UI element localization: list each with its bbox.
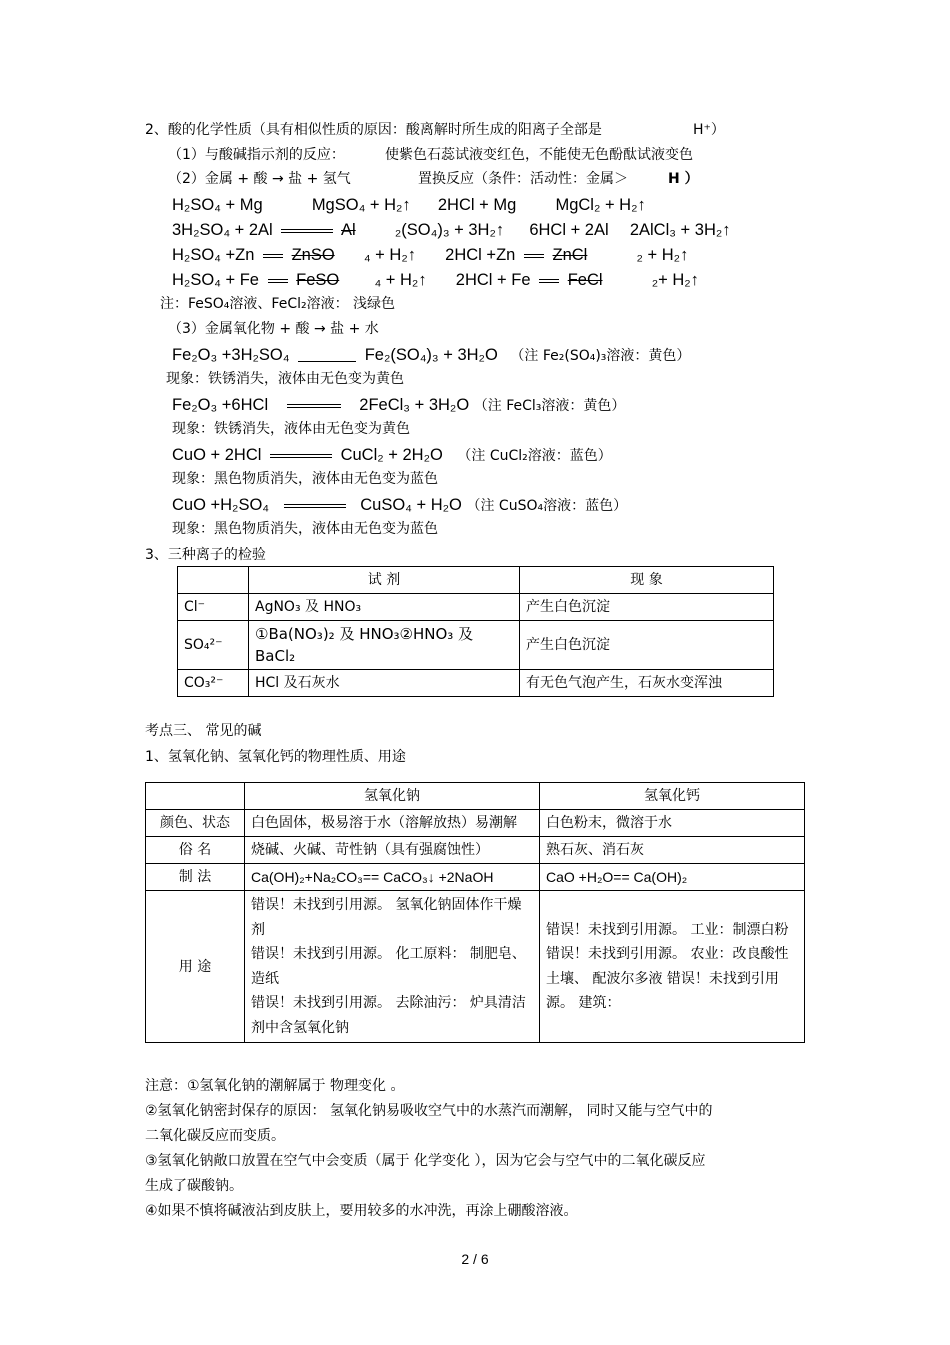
reagent-cell: ①Ba(NO₃)₂ 及 HNO₃②HNO₃ 及 BaCl₂ xyxy=(249,621,520,670)
note-line: 二氧化碳反应而变质。 xyxy=(145,1128,285,1144)
eq-struck-2: ZnCl xyxy=(552,246,588,264)
oxide-equation xyxy=(172,495,627,516)
table-header-row xyxy=(178,567,774,594)
table-header: 试 剂 xyxy=(249,567,520,594)
oxide-note: （注 CuCl₂溶液：蓝色） xyxy=(457,448,612,464)
double-arrow xyxy=(263,254,283,258)
phenomenon: 现象：黑色物质消失，液体由无色变为蓝色 xyxy=(172,521,438,537)
table-header xyxy=(178,567,249,594)
equation-row xyxy=(172,195,646,215)
oxide-reactants: CuO +H₂SO₄ xyxy=(172,496,270,514)
naoh-cell: Ca(OH)₂+Na₂CO₃== CaCO₃↓ +2NaOH xyxy=(245,864,540,891)
ion-cell: CO₃²⁻ xyxy=(178,670,249,697)
eq-left-2: 2HCl + Fe xyxy=(455,271,531,289)
caoh2-cell: CaO +H₂O== Ca(OH)₂ xyxy=(540,864,805,891)
note-line: ③氢氧化钠敞口放置在空气中会变质（属于 化学变化 ），因为它会与空气中的二氧化碳反应 xyxy=(145,1153,706,1169)
oxide-products: 2FeCl₃ + 3H₂O xyxy=(359,396,470,414)
double-arrow xyxy=(284,504,346,508)
oxide-reactants: Fe₂O₃ +3H₂SO₄ xyxy=(172,346,290,364)
eq-struck-2: FeCl xyxy=(567,271,603,289)
phenomenon-cell: 产生白色沉淀 xyxy=(520,621,774,670)
double-arrow xyxy=(524,254,544,258)
para-metal: （2）金属 + 酸 → 盐 + 氢气 xyxy=(168,171,351,187)
eq-struck: FeSO xyxy=(296,271,340,289)
table-row xyxy=(178,621,774,670)
double-arrow xyxy=(287,404,341,408)
ion-cell: SO₄²⁻ xyxy=(178,621,249,670)
para-metal-h: H ） xyxy=(668,171,699,187)
equation-row xyxy=(172,220,731,240)
phenomenon: 现象：铁锈消失，液体由无色变为黄色 xyxy=(172,421,410,437)
eq-right-product: ₄ + H₂↑ xyxy=(363,246,416,264)
row-label: 俗 名 xyxy=(146,837,245,864)
caoh2-cell: 白色粉末，微溶于水 xyxy=(540,810,805,837)
eq-left-2: 2HCl +Zn xyxy=(445,246,516,264)
table-header: 氢氧化钙 xyxy=(540,783,805,810)
eq-left: H₂SO₄ + Fe xyxy=(172,271,259,289)
eq-left-2: 6HCl + 2Al xyxy=(529,221,609,239)
eq-right-product: ₄ + H₂↑ xyxy=(374,271,427,289)
oxide-reactants: CuO + 2HCl xyxy=(172,446,262,464)
oxide-note: （注 FeCl₃溶液：黄色） xyxy=(473,398,626,414)
equation-row xyxy=(172,245,688,265)
reagent-cell: AgNO₃ 及 HNO₃ xyxy=(249,594,520,621)
eq-left-2: 2HCl + Mg xyxy=(437,196,517,214)
eq-right-product-2: MgCl₂ + H₂↑ xyxy=(555,196,646,214)
eq-right-product-2: ₂ + H₂↑ xyxy=(636,246,689,264)
eq-right-product: MgSO₄ + H₂↑ xyxy=(311,196,411,214)
oxide-products: Fe₂(SO₄)₃ + 3H₂O xyxy=(364,346,498,364)
eq-left: H₂SO₄ +Zn xyxy=(172,246,255,264)
para-indicator-text: 使紫色石蕊试液变红色，不能使无色酚酞试液变色 xyxy=(385,147,693,163)
table-row xyxy=(146,891,805,1043)
table-row xyxy=(178,594,774,621)
row-label: 制 法 xyxy=(146,864,245,891)
oxide-reactants: Fe₂O₃ +6HCl xyxy=(172,396,269,414)
phenomenon: 现象：黑色物质消失，液体由无色变为蓝色 xyxy=(172,471,438,487)
row-label: 颜色、状态 xyxy=(146,810,245,837)
naoh-cell: 白色固体，极易溶于水（溶解放热）易潮解 xyxy=(245,810,540,837)
reagent-cell: HCl 及石灰水 xyxy=(249,670,520,697)
table-header-row xyxy=(146,783,805,810)
eq-struck: Al xyxy=(341,221,356,239)
row-label: 用 途 xyxy=(146,891,245,1043)
oxide-note: （注 Fe₂(SO₄)₃溶液：黄色） xyxy=(510,348,691,364)
naoh-uses-cell: 错误！未找到引用源。 氢氧化钠固体作干燥剂 错误！未找到引用源。 化工原料： 制肥皂、造纸 错误！未找到引用源。 去除油污： 炉具清洁剂中含氢氧化钠 xyxy=(245,891,540,1043)
table-row xyxy=(146,864,805,891)
note-line: ④如果不慎将碱液沾到皮肤上，要用较多的水冲洗，再涂上硼酸溶液。 xyxy=(145,1203,578,1219)
page-number: 2 / 6 xyxy=(461,1251,489,1267)
note-line: 注意：①氢氧化钠的潮解属于 物理变化 。 xyxy=(145,1078,405,1094)
topic-subtitle: 1、氢氧化钠、氢氧化钙的物理性质、用途 xyxy=(145,749,406,765)
para-oxide: （3）金属氧化物 + 酸 → 盐 + 水 xyxy=(168,321,379,337)
caoh2-cell: 熟石灰、消石灰 xyxy=(540,837,805,864)
ion-cell: Cl⁻ xyxy=(178,594,249,621)
oxide-equation xyxy=(172,395,625,416)
phenomenon: 现象：铁锈消失，液体由无色变为黄色 xyxy=(166,371,404,387)
table-header: 氢氧化钠 xyxy=(245,783,540,810)
equation-row xyxy=(172,270,699,290)
table-header xyxy=(146,783,245,810)
reaction-line xyxy=(298,361,356,362)
double-arrow xyxy=(268,279,288,283)
oxide-equation xyxy=(172,345,690,366)
phenomenon-cell: 有无色气泡产生，石灰水变浑浊 xyxy=(520,670,774,697)
eq-left: 3H₂SO₄ + 2Al xyxy=(172,221,273,239)
section-title: 2、酸的化学性质（具有相似性质的原因：酸离解时所生成的阳离子全部是 xyxy=(145,122,602,138)
para-metal-text: 置换反应（条件：活动性：金属＞ xyxy=(418,171,628,187)
eq-right-product-2: ₂+ H₂↑ xyxy=(651,271,699,289)
double-arrow xyxy=(539,279,559,283)
oxide-products: CuCl₂ + 2H₂O xyxy=(340,446,443,464)
topic-title: 考点三、 常见的碱 xyxy=(145,723,262,739)
table-header: 现 象 xyxy=(520,567,774,594)
section-title: 3、三种离子的检验 xyxy=(145,547,266,563)
caoh2-uses-cell: 错误！未找到引用源。 工业：制漂白粉 错误！未找到引用源。 农业：改良酸性土壤、 配波尔多液 错误！未找到引用源。 建筑： xyxy=(540,891,805,1043)
oxide-equation xyxy=(172,445,612,466)
eq-right-product: ₂(SO₄)₃ + 3H₂↑ xyxy=(394,221,505,239)
double-arrow xyxy=(270,454,332,458)
table-row xyxy=(146,810,805,837)
ion-label: H⁺） xyxy=(693,122,725,138)
base-properties-table xyxy=(145,782,805,1043)
eq-struck: ZnSO xyxy=(291,246,335,264)
naoh-cell: 烧碱、火碱、苛性钠（具有强腐蚀性） xyxy=(245,837,540,864)
eq-right-product-2: 2AlCl₃ + 3H₂↑ xyxy=(629,221,731,239)
table-row xyxy=(146,837,805,864)
oxide-note: （注 CuSO₄溶液：蓝色） xyxy=(466,498,628,514)
note-line: 生成了碳酸钠。 xyxy=(145,1178,243,1194)
phenomenon-cell: 产生白色沉淀 xyxy=(520,594,774,621)
table-row xyxy=(178,670,774,697)
note-line: ②氢氧化钠密封保存的原因： 氢氧化钠易吸收空气中的水蒸汽而潮解， 同时又能与空气中的 xyxy=(145,1103,713,1119)
oxide-products: CuSO₄ + H₂O xyxy=(360,496,462,514)
eq-left: H₂SO₄ + Mg xyxy=(172,196,263,214)
double-arrow xyxy=(281,229,333,233)
ion-test-table xyxy=(177,566,774,697)
note-solution-color: 注：FeSO₄溶液、FeCl₂溶液： 浅绿色 xyxy=(160,296,396,312)
para-indicator: （1）与酸碱指示剂的反应： xyxy=(168,147,345,163)
